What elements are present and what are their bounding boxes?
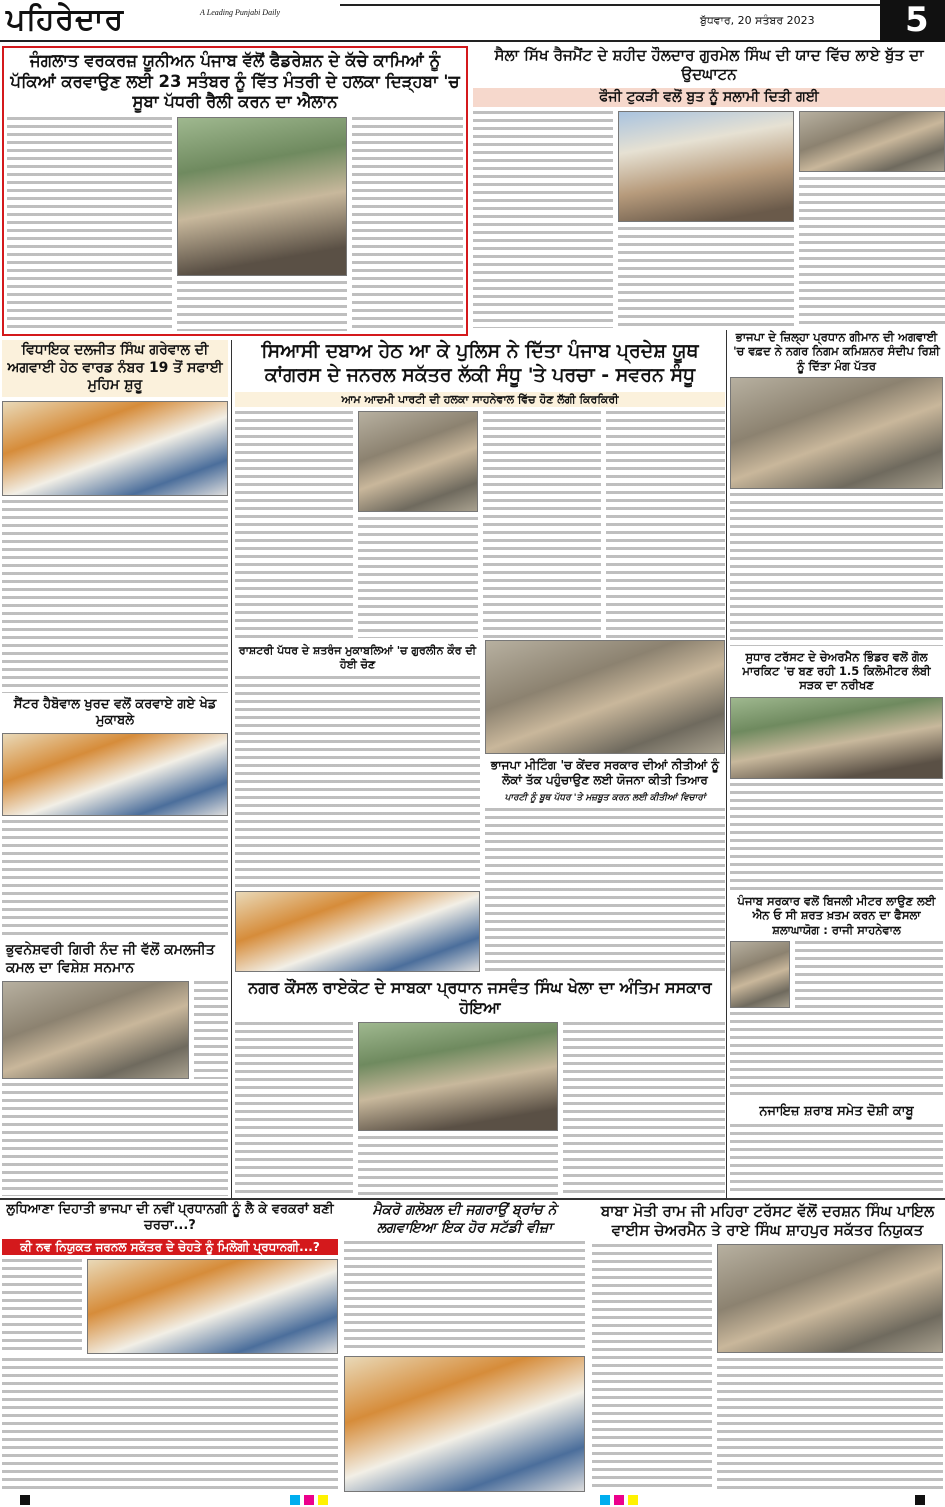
- subhead: ਆਮ ਆਦਮੀ ਪਾਰਟੀ ਦੀ ਹਲਕਾ ਸਾਹਨੇਵਾਲ ਵਿੱਚ ਹੋਣ ਲੱਗੀ ਕਿਰਕਿਰੀ: [235, 392, 725, 407]
- photo: [358, 411, 478, 512]
- masthead: [0, 0, 945, 42]
- subhead: ਕੀ ਨਵ ਨਿਯੁਕਤ ਜਰਨਲ ਸਕੱਤਰ ਦੇ ਚੇਹਤੇ ਨੂੰ ਮਿਲੇਗੀ ਪ੍ਰਧਾਨਗੀ...?: [2, 1239, 338, 1256]
- photo: [618, 111, 794, 222]
- body-text: [483, 411, 601, 638]
- photo: [235, 891, 480, 972]
- story-chess: [235, 644, 480, 972]
- body-text: [717, 1358, 943, 1492]
- headline: ਸੈਂਟਰ ਹੈਬੋਵਾਲ ਖੁਰਦ ਵਲੋਂ ਕਰਵਾਏ ਗਏ ਖੇਡ ਮੁਕਾਬਲੇ: [13, 696, 217, 728]
- divider: [726, 330, 727, 1198]
- body-text: [235, 411, 353, 638]
- logo: ਪਹਿਰੇਦਾਰ: [6, 2, 125, 37]
- body-text: [730, 1012, 943, 1099]
- photo: [2, 733, 228, 816]
- headline: ਨਗਰ ਕੌਂਸਲ ਰਾਏਕੋਟ ਦੇ ਸਾਬਕਾ ਪ੍ਰਧਾਨ ਜਸਵੰਤ ਸਿੰਘ ਖੇਲਾ ਦਾ ਅੰਤਿਮ ਸਸਕਾਰ ਹੋਇਆ: [248, 978, 712, 1017]
- body-text: [177, 281, 347, 331]
- photo: [344, 1356, 585, 1493]
- left-column: [0, 340, 230, 1196]
- registration-mark: [290, 1495, 300, 1505]
- story-funeral: [235, 978, 725, 1196]
- story-rural-bjp: [0, 1202, 340, 1492]
- headline: ਜੰਗਲਾਤ ਵਰਕਰਜ਼ ਯੂਨੀਅਨ ਪੰਜਾਬ ਵੱਲੋਂ ਫੈਡਰੇਸ਼ਨ ਦੇ ਕੱਚੇ ਕਾਮਿਆਂ ਨੂੰ ਪੱਕਿਆਂ ਕਰਵਾਉਣ ਲਈ 23 ਸਤੰਬਰ ਨੂੰ ਵਿੱਤ ਮੰਤਰੀ ਦੇ ਹਲਕਾ ਦਿੜ੍ਹਬਾ 'ਚ ਸੂਬਾ ਪੱਧਰੀ ਰੈਲੀ ਕਰਨ ਦਾ ਐਲਾਨ: [10, 51, 460, 112]
- headline: ਪੰਜਾਬ ਸਰਕਾਰ ਵਲੋਂ ਬਿਜਲੀ ਮੀਟਰ ਲਾਉਣ ਲਈ ਐਨ ਓ ਸੀ ਸ਼ਰਤ ਖ਼ਤਮ ਕਰਨ ਦਾ ਫੈਸਲਾ ਸ਼ਲਾਘਾਯੋਗ : ਰਾਜੀ ਸਾਹਨੇਵਾਲ: [737, 894, 936, 937]
- tagline: A Leading Punjabi Daily: [200, 8, 281, 17]
- registration-mark: [614, 1495, 624, 1505]
- body-text: [592, 1244, 712, 1493]
- body-text: [352, 117, 463, 331]
- body-text: [2, 820, 228, 938]
- divider: [0, 1198, 945, 1200]
- story-visa: [342, 1202, 587, 1492]
- headline: ਭਾਜਪਾ ਮੀਟਿੰਗ 'ਚ ਕੇਂਦਰ ਸਰਕਾਰ ਦੀਆਂ ਨੀਤੀਆਂ ਨੂੰ ਲੋਕਾਂ ਤੱਕ ਪਹੁੰਚਾਉਣ ਲਈ ਯੋਜਨਾ ਕੀਤੀ ਤਿਆਰ: [490, 757, 720, 787]
- story-forest-union: [2, 46, 468, 336]
- story-bjp-meeting: [485, 640, 725, 972]
- registration-mark: [915, 1495, 925, 1505]
- body-text: [2, 1259, 82, 1353]
- body-text: [563, 1022, 725, 1196]
- body-text: [194, 981, 228, 1079]
- body-text: [618, 227, 794, 328]
- headline: ਭੁਵਨੇਸ਼ਵਰੀ ਗਿਰੀ ਨੰਦ ਜੀ ਵੱਲੋਂ ਕਮਲਜੀਤ ਕਮਲ ਦਾ ਵਿਸ਼ੇਸ਼ ਸਨਮਾਨ: [6, 942, 215, 976]
- headline: ਭਾਜਪਾ ਦੇ ਜ਼ਿਲ੍ਹਾ ਪ੍ਰਧਾਨ ਗੀਮਾਨ ਦੀ ਅਗਵਾਈ 'ਚ ਵਫ਼ਦ ਨੇ ਨਗਰ ਨਿਗਮ ਕਮਿਸ਼ਨਰ ਸੰਦੀਪ ਰਿਸ਼ੀ ਨੂੰ ਦਿੱਤਾ ਮੰਗ ਪੱਤਰ: [733, 330, 940, 373]
- photo: [730, 941, 790, 1008]
- headline: ਰਾਸ਼ਟਰੀ ਪੱਧਰ ਦੇ ਸ਼ਤਰੰਜ ਮੁਕਾਬਲਿਆਂ 'ਚ ਗੁਰਲੀਨ ਕੌਰ ਦੀ ਹੋਈ ਚੋਣ: [238, 644, 477, 671]
- subhead: ਪਾਰਟੀ ਨੂੰ ਬੂਥ ਪੱਧਰ 'ਤੇ ਮਜ਼ਬੂਤ ਕਰਨ ਲਈ ਕੀਤੀਆਂ ਵਿਚਾਰਾਂ: [504, 792, 706, 803]
- headline: ਮੈਕਰੋ ਗਲੋਬਲ ਦੀ ਜਗਰਾਉਂ ਬ੍ਰਾਂਚ ਨੇ ਲਗਵਾਇਆ ਇਕ ਹੋਰ ਸਟੱਡੀ ਵੀਜ਼ਾ: [372, 1202, 557, 1236]
- body-text: [2, 1083, 228, 1196]
- registration-mark: [318, 1495, 328, 1505]
- body-text: [473, 111, 613, 328]
- headline: ਸੁਧਾਰ ਟਰੱਸਟ ਦੇ ਚੇਅਰਮੈਨ ਭਿੰਡਰ ਵਲੋਂ ਗੋਲ ਮਾਰਕਿਟ 'ਚ ਬਣ ਰਹੀ 1.5 ਕਿਲੋਮੀਟਰ ਲੰਬੀ ਸੜਕ ਦਾ ਨਰੀਖਣ: [742, 649, 931, 693]
- story-statue: [473, 46, 945, 328]
- page-number: 5: [905, 0, 929, 40]
- body-text: [344, 1241, 585, 1352]
- headline: ਨਜਾਇਜ਼ ਸ਼ਰਾਬ ਸਮੇਤ ਦੋਸ਼ੀ ਕਾਬੂ: [759, 1103, 914, 1119]
- photo: [87, 1259, 338, 1353]
- photo: [717, 1244, 943, 1353]
- headline: ਬਾਬਾ ਮੋਤੀ ਰਾਮ ਜੀ ਮਹਿਰਾ ਟਰੱਸਟ ਵੱਲੋਂ ਦਰਸ਼ਨ ਸਿੰਘ ਪਾਇਲ ਵਾਈਸ ਚੇਅਰਮੈਨ ਤੇ ਰਾਏ ਸਿੰਘ ਸ਼ਾਹਪੁਰ ਸਕੱਤਰ ਨਿਯੁਕਤ: [600, 1202, 935, 1239]
- body-text: [730, 783, 943, 890]
- body-text: [358, 517, 478, 638]
- photo: [2, 401, 228, 496]
- date: ਬੁੱਧਵਾਰ, 20 ਸਤੰਬਰ 2023: [700, 14, 815, 27]
- body-text: [2, 1358, 338, 1492]
- registration-mark: [304, 1495, 314, 1505]
- body-text: [235, 676, 480, 887]
- headline: ਵਿਧਾਇਕ ਦਲਜੀਤ ਸਿੰਘ ਗਰੇਵਾਲ ਦੀ ਅਗਵਾਈ ਹੇਠ ਵਾਰਡ ਨੰਬਰ 19 ਤੋਂ ਸਫਾਈ ਮੁਹਿਮ ਸ਼ੁਰੂ: [2, 340, 228, 397]
- body-text: [799, 177, 945, 328]
- photo: [799, 111, 945, 172]
- photo: [485, 640, 725, 754]
- body-text: [485, 808, 725, 972]
- registration-mark: [628, 1495, 638, 1505]
- body-text: [606, 411, 725, 638]
- photo: [177, 117, 347, 276]
- registration-mark: [600, 1495, 610, 1505]
- headline: ਲੁਧਿਆਣਾ ਦਿਹਾਤੀ ਭਾਜਪਾ ਦੀ ਨਵੀਂ ਪ੍ਰਧਾਨਗੀ ਨੂੰ ਲੈ ਕੇ ਵਰਕਰਾਂ ਬਣੀ ਚਰਚਾ...?: [6, 1202, 334, 1234]
- subhead: ਫੌਜੀ ਟੁਕੜੀ ਵਲੋਂ ਬੁਤ ਨੂੰ ਸਲਾਮੀ ਦਿਤੀ ਗਈ: [473, 88, 945, 108]
- body-text: [358, 1136, 558, 1196]
- divider: [231, 340, 232, 1198]
- body-text: [7, 117, 172, 331]
- photo: [730, 377, 943, 489]
- photo: [730, 697, 943, 779]
- photo: [2, 981, 189, 1079]
- body-text: [795, 941, 943, 1008]
- headline: ਸਿਆਸੀ ਦਬਾਅ ਹੇਠ ਆ ਕੇ ਪੁਲਿਸ ਨੇ ਦਿੱਤਾ ਪੰਜਾਬ ਪ੍ਰਦੇਸ਼ ਯੂਥ ਕਾਂਗਰਸ ਦੇ ਜਨਰਲ ਸਕੱਤਰ ਲੱਕੀ ਸੰਧੂ 'ਤੇ ਪਰਚਾ - ਸਵਰਨ ਸੰਧੂ: [261, 340, 699, 386]
- body-text: [2, 500, 228, 693]
- story-trust: [590, 1202, 945, 1492]
- registration-mark: [20, 1495, 30, 1505]
- body-text: [730, 493, 943, 645]
- body-text: [730, 1124, 943, 1196]
- right-column: [728, 330, 945, 1196]
- headline: ਸੈਲਾ ਸਿੱਖ ਰੈਜਮੈਂਟ ਦੇ ਸ਼ਹੀਦ ਹੌਲਦਾਰ ਗੁਰਮੇਲ ਸਿੰਘ ਦੀ ਯਾਦ ਵਿੱਚ ਲਾਏ ਬੁੱਤ ਦਾ ਉਦਘਾਟਨ: [494, 46, 924, 83]
- body-text: [235, 1022, 353, 1196]
- photo: [358, 1022, 558, 1131]
- story-lead: [235, 340, 725, 638]
